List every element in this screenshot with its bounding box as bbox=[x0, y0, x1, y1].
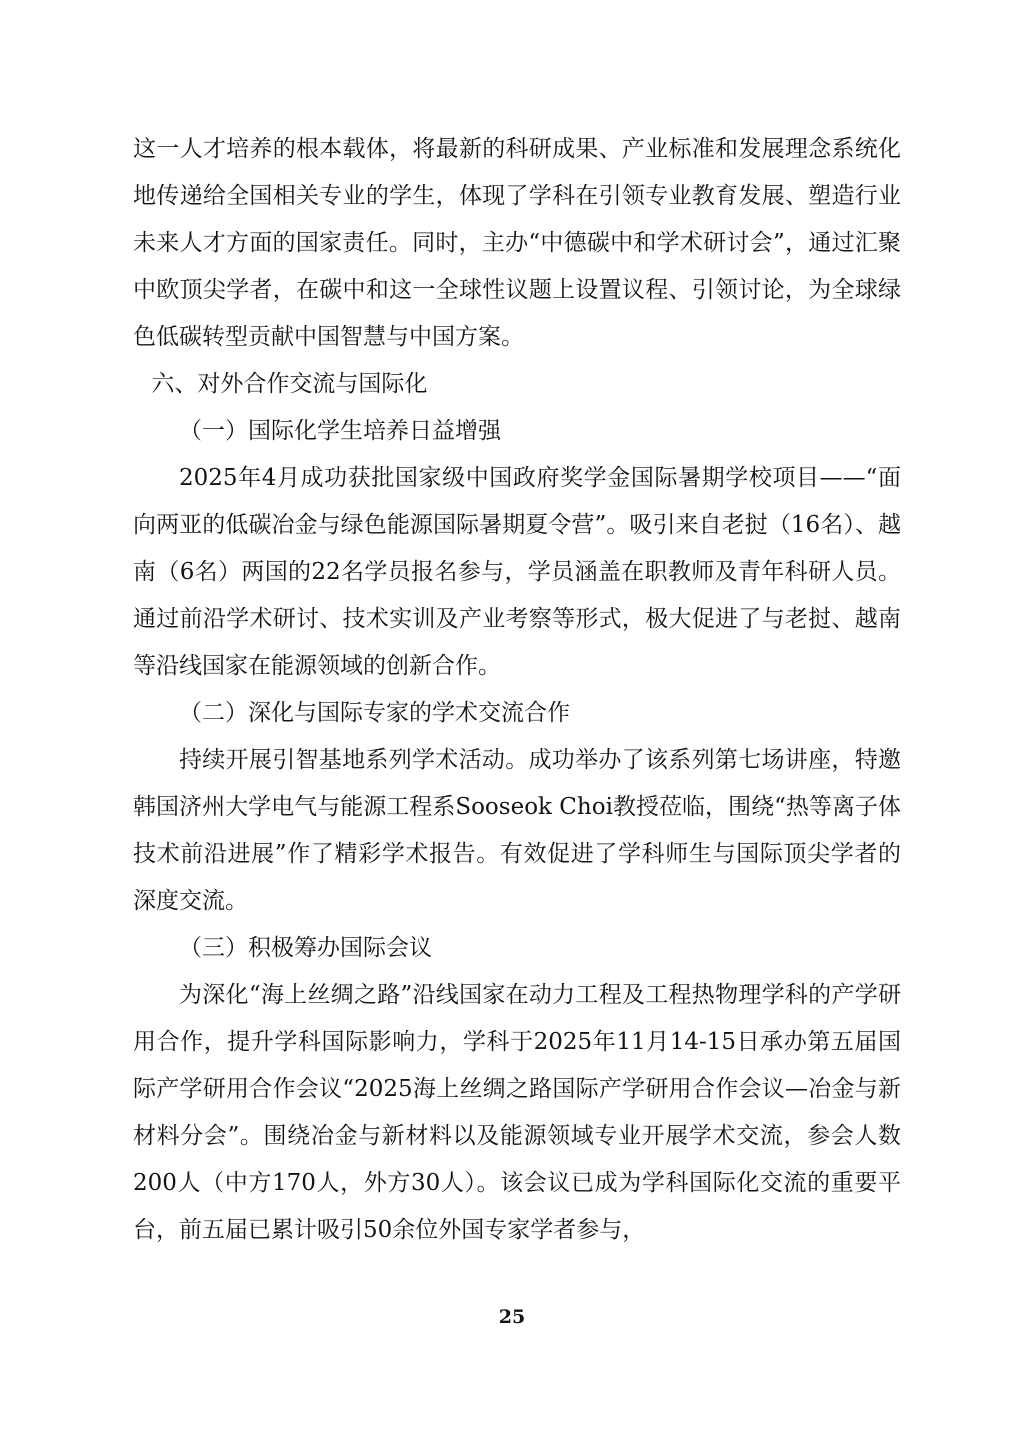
paragraph-summer-school: 2025年4月成功获批国家级中国政府奖学金国际暑期学校项目——“面向两亚的低碳冶金与绿色能源国际暑期夏令营”。吸引来自老挝（16名）、越南（6名）两国的22名学员报名参与，学员涵盖在职教师及青年科研人员。通过前沿学术研讨、技术实训及产业考察等形式，极大促进了与老挝、越南等沿线国家在能源领域的创新合作。 bbox=[133, 465, 901, 679]
subsection-heading-2: （二）深化与国际专家的学术交流合作 bbox=[179, 700, 570, 726]
paragraph-expert-exchange: 持续开展引智基地系列学术活动。成功举办了该系列第七场讲座，特邀韩国济州大学电气与能源工程系Sooseok Choi教授莅临，围绕“热等离子体技术前沿进展”作了精彩学术报告。有效促进了学科师生与国际顶尖学者的深度交流。 bbox=[133, 747, 901, 914]
subsection-heading-1: （一）国际化学生培养日益增强 bbox=[179, 418, 501, 444]
subsection-heading-3: （三）积极筹办国际会议 bbox=[179, 935, 432, 961]
document-body bbox=[133, 126, 901, 1254]
paragraph-continuation: 这一人才培养的根本载体，将最新的科研成果、产业标准和发展理念系统化地传递给全国相关专业的学生，体现了学科在引领专业教育发展、塑造行业未来人才方面的国家责任。同时，主办“中德碳中和学术研讨会”，通过汇聚中欧顶尖学者，在碳中和这一全球性议题上设置议程、引领讨论，为全球绿色低碳转型贡献中国智慧与中国方案。 bbox=[133, 136, 901, 350]
paragraph-international-conference: 为深化“海上丝绸之路”沿线国家在动力工程及工程热物理学科的产学研用合作，提升学科国际影响力，学科于2025年11月14-15日承办第五届国际产学研用合作会议“2025海上丝绸之路国际产学研用合作会议—冶金与新材料分会”。围绕冶金与新材料以及能源领域专业开展学术交流，参会人数200人（中方170人，外方30人）。该会议已成为学科国际化交流的重要平台，前五届已累计吸引50余位外国专家学者参与， bbox=[133, 982, 901, 1243]
page-number: 25 bbox=[498, 1306, 526, 1328]
section-heading-international-cooperation: 六、对外合作交流与国际化 bbox=[151, 371, 428, 397]
